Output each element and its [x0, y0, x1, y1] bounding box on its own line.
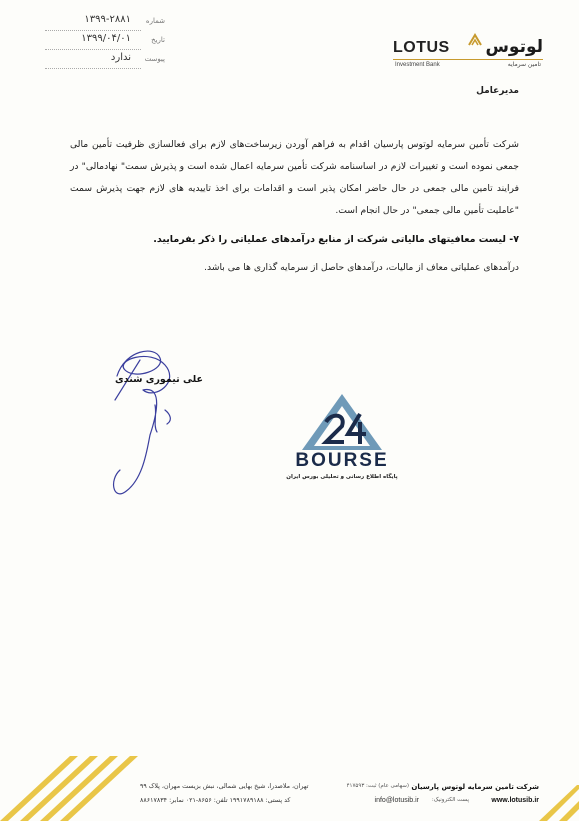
- bourse-24-logo-icon: [282, 392, 402, 452]
- attachment-label: پیوست: [144, 55, 165, 63]
- date-label: تاریخ: [151, 36, 165, 44]
- attachment-row: [45, 52, 165, 71]
- logo-sub-persian: تامین سرمایه: [507, 61, 541, 68]
- footer-address: تهران، ملاصدرا، شیخ بهایی شمالی، نبش بزیست مهران، پلاک ۹۹: [140, 783, 309, 790]
- date-line: [45, 49, 141, 50]
- answer-text: درآمدهای عملیاتی معاف از مالیات، درآمدهای حاصل از سرمایه گذاری ها می باشد.: [204, 262, 519, 273]
- bourse-wordmark: BOURSE: [295, 450, 389, 471]
- bourse-stamp: [282, 392, 402, 492]
- number-row: [45, 14, 165, 33]
- attachment-line: [45, 68, 141, 69]
- date-row: [45, 33, 165, 52]
- lotus-logo: [393, 37, 543, 81]
- logo-divider: [393, 59, 543, 60]
- lotus-mark-icon: [467, 33, 483, 47]
- footer-contacts: کد پستی: ۱۹۹۱۷۸۹۱۸۸ تلفن: ۸۶۵۶-۰۲۱ نمابر: ۸۸۶۱۷۸۳۴: [140, 797, 291, 804]
- footer-website[interactable]: www.lotusib.ir: [491, 797, 539, 804]
- logo-persian-text: لوتوس: [485, 37, 543, 57]
- number-value: ۱۳۹۹-۲۸۸۱: [84, 14, 131, 25]
- question-heading: ۷- لیست معافیتهای مالیاتی شرکت از منابع درآمدهای عملیاتی را ذکر بفرمایید.: [153, 234, 519, 245]
- footer-row-1: [140, 783, 539, 797]
- footer-email[interactable]: info@lotusib.ir: [374, 797, 419, 804]
- bourse-subtitle: پایگاه اطلاع رسانی و تحلیلی بورس ایران: [286, 474, 398, 480]
- letter-metadata: [45, 14, 165, 71]
- ceo-label: مدیرعامل: [476, 86, 519, 96]
- logo-latin-text: LOTUS: [393, 39, 450, 56]
- footer-stripes-left: [0, 726, 150, 821]
- logo-sub-english: Investment Bank: [395, 62, 440, 68]
- footer-company: شرکت تامین سرمایه لوتوس پارسیان: [411, 783, 539, 791]
- footer-email-label: پست الکترونیک:: [431, 797, 469, 803]
- attachment-value: ندارد: [110, 52, 131, 63]
- footer-row-2: [140, 797, 539, 811]
- letter-footer: [140, 783, 539, 811]
- footer-registration: (سهامی عام) ثبت: ۴۱۷۵۹۳: [346, 783, 409, 789]
- number-label: شماره: [145, 17, 165, 25]
- handwritten-signature: [95, 340, 215, 500]
- signer-name: علی تیموری شندی: [115, 374, 203, 385]
- date-value: ۱۳۹۹/۰۴/۰۱: [81, 33, 131, 44]
- body-paragraph: شرکت تأمین سرمایه لوتوس پارسیان اقدام به فراهم آوردن زیرساخت‌های لازم برای فعالسازی ظرفیت تأمین مالی جمعی نموده است و تغییرات لازم در اساسنامه شرکت تأمین سرمایه اعمال شده است و پذیرش سمت" نهادمالی" در فرایند تامین مالی جمعی در حال حاضر امکان پذیر است و اقدامات برای اخذ تاییدیه های لازم جهت پذیرش سمت "عاملیت تأمین مالی جمعی" در حال انجام است.: [70, 139, 519, 216]
- number-line: [45, 30, 141, 31]
